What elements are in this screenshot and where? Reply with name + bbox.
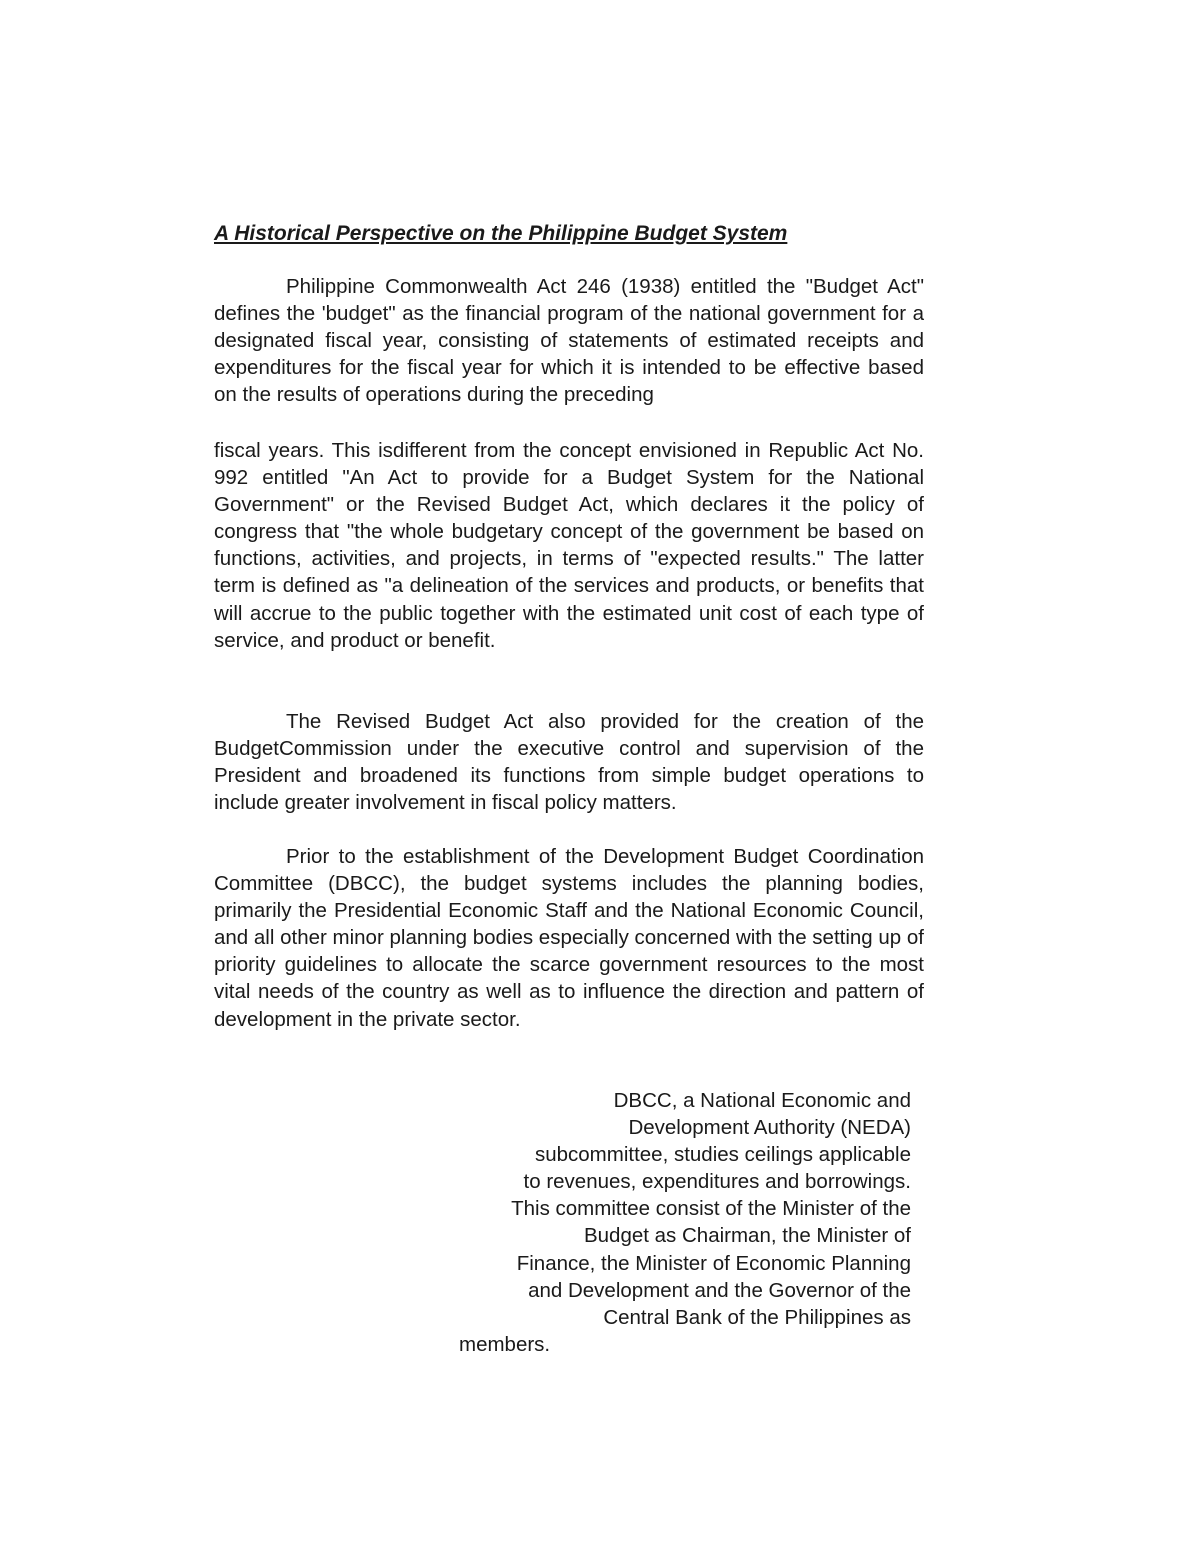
paragraph-text: Prior to the establishment of the Development Budget Coordination Committee (DBCC), the budget systems includes the planning bodies, primarily the Presidential Economic Staff and the National Economic Council, and all other minor planning bodies especially concerned with the setting up of priority guidelines to allocate the scarce government resources to the most vital needs of the country as well as to influence the direction and pattern of development in the private sector. [214, 845, 924, 1031]
dbcc-description-block [440, 1087, 911, 1358]
paragraph-text: The Revised Budget Act also provided for the creation of the BudgetCommission under the executive control and supervision of the President and broadened its functions from simple budget operations to include greater involvement in fiscal policy matters. [214, 710, 924, 815]
dbcc-line: Central Bank of the Philippines as [603, 1305, 911, 1329]
dbcc-line: DBCC, a National Economic and [613, 1089, 911, 1112]
dbcc-line: to revenues, expenditures and borrowings. [523, 1170, 911, 1194]
dbcc-line: This committee consist of the Minister of the [511, 1197, 911, 1221]
paragraph-commonwealth-act [214, 273, 924, 408]
dbcc-line: Finance, the Minister of Economic Planning [516, 1251, 911, 1275]
dbcc-line: and Development and the Governor of the [528, 1278, 911, 1302]
dbcc-line: Budget as Chairman, the Minister of [583, 1224, 911, 1248]
dbcc-line: Development Authority (NEDA) [628, 1116, 911, 1140]
paragraph-dbcc-history [214, 843, 924, 1033]
dbcc-line: subcommittee, studies ceilings applicable [534, 1143, 911, 1167]
paragraph-republic-act: fiscal years. This isdifferent from the concept envisioned in Republic Act No. 992 entitled "An Act to provide for a Budget System for the National Government" or the Revised Budget Act, which declares it the policy of congress that "the whole budgetary concept of the government be based on functions, activities, and projects, in terms of "expected results." The latter term is defined as "a delineation of the services and products, or benefits that will accrue to the public together with the estimated unit cost of each type of service, and product or benefit. [214, 439, 924, 652]
paragraph-text: Philippine Commonwealth Act 246 (1938) entitled the "Budget Act" defines the 'budget" as the financial program of the national government for a designated fiscal year, consisting of statements of estimated receipts and expenditures for the fiscal year for which it is intended to be effective based on the results of operations during the preceding [214, 275, 924, 407]
document-title: A Historical Perspective on the Philippine Budget System [214, 222, 788, 245]
dbcc-line: members. [459, 1332, 551, 1356]
paragraph-budget-commission [214, 708, 924, 816]
